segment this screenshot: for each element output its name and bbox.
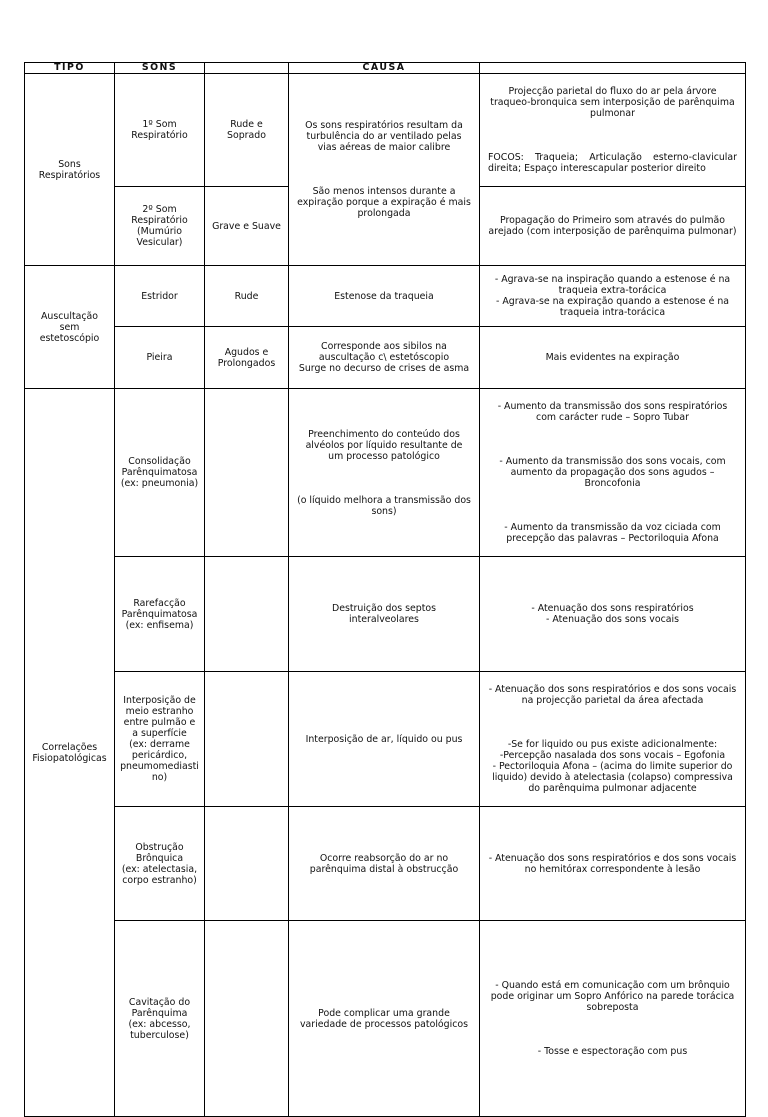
- table-row: [25, 74, 746, 187]
- cause-cell: Corresponde aos sibilos na auscultação c\ estetóscopio Surge no decurso de crises de asma: [289, 327, 480, 389]
- sound-name: Rarefacção Parênquimatosa (ex: enfisema): [115, 557, 205, 672]
- cause-cell: Destruição dos septos interalveolares: [289, 557, 480, 672]
- detail-cell: Mais evidentes na expiração: [480, 327, 746, 389]
- sound-character: Rude: [205, 266, 289, 327]
- sound-name: Cavitação do Parênquima (ex: abcesso, tuberculose): [115, 921, 205, 1117]
- sound-name: Pieira: [115, 327, 205, 389]
- header-empty-2: [480, 63, 746, 74]
- cause-text: Os sons respiratórios resultam da turbulência do ar ventilado pelas vias aéreas de maior calibre: [305, 120, 463, 153]
- table-row: [25, 389, 746, 557]
- group-auscultacao: Auscultação sem estetoscópio: [25, 266, 115, 389]
- sound-character: Rude e Soprado: [205, 74, 289, 187]
- table-row: [25, 557, 746, 672]
- detail-text: Projecção parietal do fluxo do ar pela árvore traqueo-bronquica sem interposição de parênquima pulmonar: [490, 86, 735, 119]
- sound-name: Obstrução Brônquica (ex: atelectasia, corpo estranho): [115, 807, 205, 921]
- detail-cell: [480, 672, 746, 807]
- detail-cell: - Agrava-se na inspiração quando a estenose é na traqueia extra-torácica - Agrava-se na expiração quando a estenose é na traqueia intra-torácica: [480, 266, 746, 327]
- detail-cell: [480, 389, 746, 557]
- detail-text: - Aumento da transmissão da voz ciciada com precepção das palavras – Pectoriloquia Afona: [504, 522, 721, 544]
- cause-cell: Pode complicar uma grande variedade de processos patológicos: [289, 921, 480, 1117]
- table-row: [25, 266, 746, 327]
- detail-text: - Aumento da transmissão dos sons vocais, com aumento da propagação dos sons agudos – Broncofonia: [499, 456, 726, 489]
- detail-text: - Atenuação dos sons respiratórios e dos sons vocais na projecção parietal da área afectada: [488, 684, 737, 706]
- cause-cell: Ocorre reabsorção do ar no parênquima distal à obstrucção: [289, 807, 480, 921]
- sound-character: [205, 389, 289, 557]
- sound-name: Consolidação Parênquimatosa (ex: pneumonia): [115, 389, 205, 557]
- header-empty-1: [205, 63, 289, 74]
- cause-text: São menos intensos durante a expiração porque a expiração é mais prolongada: [297, 186, 471, 219]
- header-causa: CAUSA: [289, 63, 480, 74]
- cause-text: Preenchimento do conteúdo dos alvéolos por líquido resultante de um processo patológico: [305, 428, 463, 462]
- sound-name: Interposição de meio estranho entre pulmão e a superfície (ex: derrame pericárdico, pneumomediasti no): [115, 672, 205, 807]
- detail-cell: [480, 74, 746, 187]
- sound-name: 2º Som Respiratório (Mumúrio Vesicular): [115, 187, 205, 266]
- header-row: [25, 63, 746, 74]
- sound-character: [205, 672, 289, 807]
- detail-text: - Tosse e espectoração com pus: [537, 1046, 688, 1057]
- detail-cell: - Atenuação dos sons respiratórios - Atenuação dos sons vocais: [480, 557, 746, 672]
- sound-name: Estridor: [115, 266, 205, 327]
- header-sons: SONS: [115, 63, 205, 74]
- detail-cell: [480, 921, 746, 1117]
- table-row: [25, 921, 746, 1117]
- group-correlacoes: Correlações Fisiopatológicas: [25, 389, 115, 1117]
- detail-cell: Propagação do Primeiro som através do pulmão arejado (com interposição de parênquima pulmonar): [480, 187, 746, 266]
- detail-text: - Aumento da transmissão dos sons respiratórios com carácter rude – Sopro Tubar: [497, 401, 728, 423]
- cause-cell: [289, 389, 480, 557]
- header-tipo: TIPO: [25, 63, 115, 74]
- sound-character: Grave e Suave: [205, 187, 289, 266]
- sound-character: [205, 921, 289, 1117]
- cause-cell: Interposição de ar, líquido ou pus: [289, 672, 480, 807]
- group-sons-respiratorios: Sons Respiratórios: [25, 74, 115, 266]
- sound-character: Agudos e Prolongados: [205, 327, 289, 389]
- detail-cell: - Atenuação dos sons respiratórios e dos sons vocais no hemitórax correspondente à lesão: [480, 807, 746, 921]
- sound-character: [205, 557, 289, 672]
- table-row: [25, 672, 746, 807]
- table-row: [25, 327, 746, 389]
- cause-text: (o líquido melhora a transmissão dos sons): [297, 494, 471, 517]
- sound-character: [205, 807, 289, 921]
- cause-cell: [289, 74, 480, 266]
- sound-name: 1º Som Respiratório: [115, 74, 205, 187]
- table-row: [25, 807, 746, 921]
- detail-text: FOCOS: Traqueia; Articulação esterno-clavicular direita; Espaço interescapular posterior direito: [488, 152, 737, 174]
- detail-text: - Quando está em comunicação com um brônquio pode originar um Sopro Anfórico na parede torácica sobreposta: [490, 980, 735, 1013]
- detail-text: -Se for liquido ou pus existe adicionalmente: -Percepção nasalada dos sons vocais – Egofonia - Pectoriloquia Afona – (acima do limite superior do liquido) devido à atelectasia (colapso) compressiva do parênquima pulmonar adjacente: [492, 739, 733, 794]
- cause-cell: Estenose da traqueia: [289, 266, 480, 327]
- respiratory-sounds-table: [24, 62, 746, 1117]
